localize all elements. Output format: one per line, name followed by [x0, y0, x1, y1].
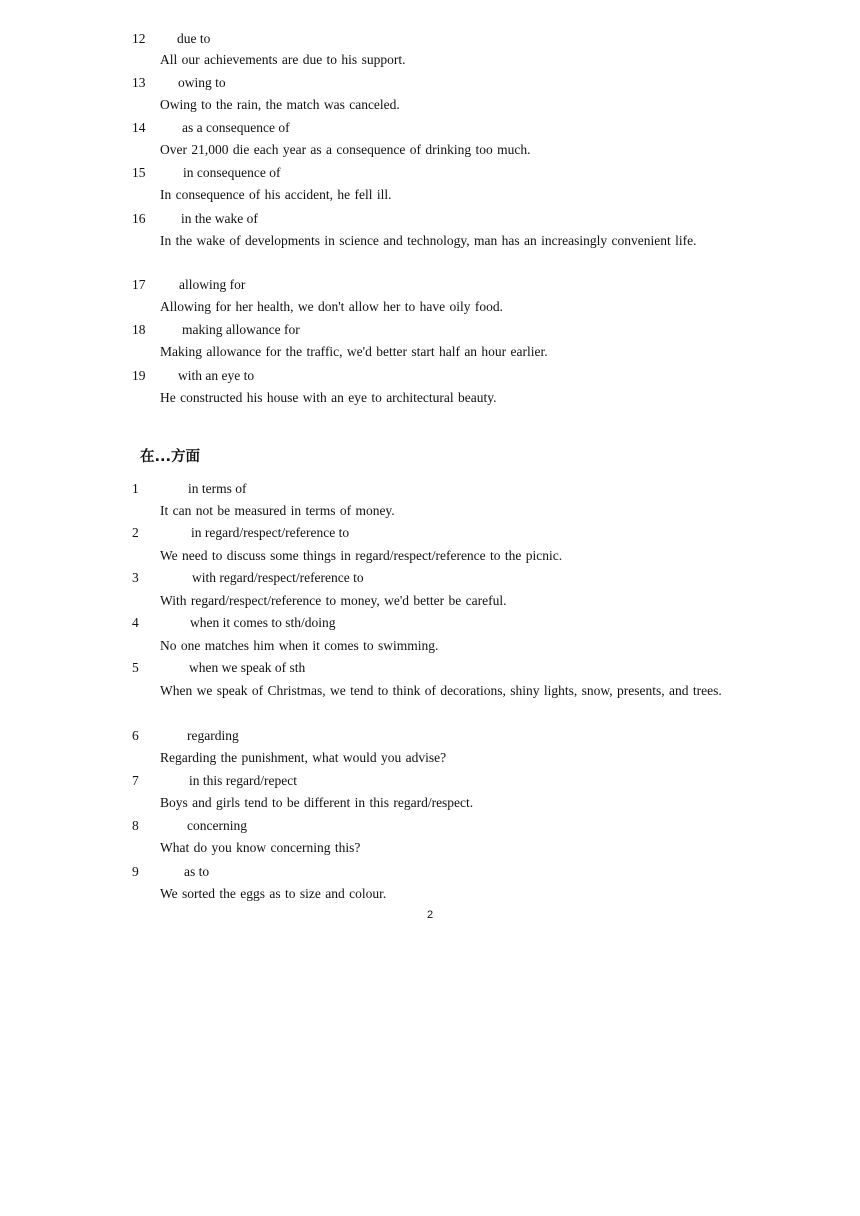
entry-example: Allowing for her health, we don't allow her to have oily food. — [160, 299, 503, 314]
entry-phrase: concerning — [187, 818, 247, 833]
entry-number: 17 — [132, 277, 146, 292]
entry-number: 12 — [132, 31, 146, 46]
entry-phrase: allowing for — [179, 277, 246, 292]
entry-example: He constructed his house with an eye to architectural beauty. — [160, 390, 497, 405]
entry-phrase: in consequence of — [183, 165, 281, 180]
entry-phrase: regarding — [187, 728, 239, 743]
entry-number: 8 — [132, 818, 139, 833]
entry-number: 5 — [132, 660, 139, 675]
entry-example: With regard/respect/reference to money, we'd better be careful. — [160, 593, 507, 608]
entry-example: We sorted the eggs as to size and colour. — [160, 886, 387, 901]
entry-phrase: in regard/respect/reference to — [191, 525, 350, 540]
entry-number: 18 — [132, 322, 146, 337]
entry-number: 14 — [132, 120, 146, 135]
entry-phrase: in the wake of — [181, 211, 258, 226]
entry-phrase: due to — [177, 31, 211, 46]
entry-example: All our achievements are due to his support. — [160, 52, 406, 67]
entry-phrase: as to — [184, 864, 210, 879]
entry-number: 2 — [132, 525, 139, 540]
entry-number: 13 — [132, 75, 146, 90]
entry-example: Boys and girls tend to be different in this regard/respect. — [160, 795, 474, 810]
entry-example: No one matches him when it comes to swimming. — [160, 638, 439, 653]
entry-phrase: when we speak of sth — [189, 660, 306, 675]
entry-number: 3 — [132, 570, 139, 585]
entry-number: 15 — [132, 165, 146, 180]
entry-phrase: when it comes to sth/doing — [190, 615, 336, 630]
entry-example: In the wake of developments in science and technology, man has an increasingly convenient life. — [160, 233, 697, 248]
entry-phrase: as a consequence of — [182, 120, 290, 135]
entry-number: 7 — [132, 773, 139, 788]
entry-phrase: with an eye to — [178, 368, 255, 383]
entry-example: When we speak of Christmas, we tend to think of decorations, shiny lights, snow, presents, and trees. — [160, 683, 722, 698]
entry-phrase: owing to — [178, 75, 226, 90]
entry-number: 9 — [132, 864, 139, 879]
entry-example: What do you know concerning this? — [160, 840, 361, 855]
entry-example: In consequence of his accident, he fell ill. — [160, 187, 392, 202]
section-heading: 在...方面 — [140, 449, 201, 465]
entry-example: Owing to the rain, the match was canceled. — [160, 97, 400, 112]
entry-number: 19 — [132, 368, 146, 383]
entry-phrase: making allowance for — [182, 322, 300, 337]
entry-example: We need to discuss some things in regard/respect/reference to the picnic. — [160, 548, 563, 563]
entry-number: 4 — [132, 615, 139, 630]
entry-number: 16 — [132, 211, 146, 226]
entry-phrase: in terms of — [188, 481, 247, 496]
entry-example: Over 21,000 die each year as a consequence of drinking too much. — [160, 142, 531, 157]
entry-phrase: with regard/respect/reference to — [192, 570, 364, 585]
entry-number: 1 — [132, 481, 139, 496]
page-number: 2 — [426, 909, 434, 921]
entry-example: Making allowance for the traffic, we'd better start half an hour earlier. — [160, 344, 548, 359]
entry-phrase: in this regard/repect — [189, 773, 297, 788]
entry-example: It can not be measured in terms of money. — [160, 503, 395, 518]
entry-number: 6 — [132, 728, 139, 743]
entry-example: Regarding the punishment, what would you advise? — [160, 750, 447, 765]
